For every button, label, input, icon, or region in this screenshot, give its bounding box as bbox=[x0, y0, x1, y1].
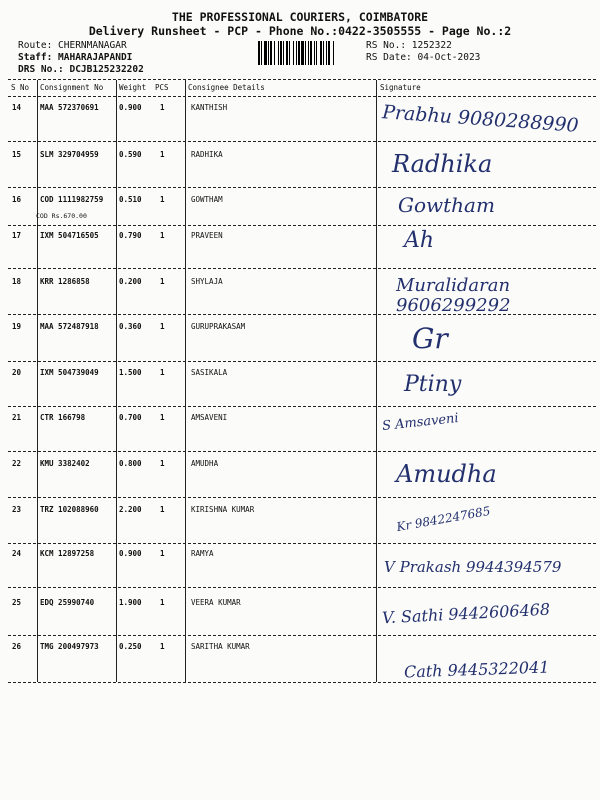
row-consignee: SHYLAJA bbox=[191, 277, 223, 286]
col-divider bbox=[185, 80, 186, 682]
col-divider bbox=[37, 80, 38, 682]
row-signature: Ah bbox=[404, 228, 435, 253]
row-signature: Ptiny bbox=[404, 372, 462, 397]
row-consignment: KRR 1286858 bbox=[40, 277, 90, 286]
row-sno: 24 bbox=[12, 549, 22, 558]
row-rule bbox=[8, 635, 596, 636]
barcode-bar bbox=[334, 41, 335, 65]
row-consignee: KIRISHNA KUMAR bbox=[191, 505, 255, 514]
row-weight: 0.510 bbox=[119, 195, 142, 204]
row-consignee: KANTHISH bbox=[191, 103, 228, 112]
row-signature: Radhika bbox=[392, 150, 493, 178]
row-consignment: EDQ 25990740 bbox=[40, 598, 95, 607]
row-sno: 16 bbox=[12, 195, 22, 204]
rs-number: RS No.: 1252322 bbox=[366, 40, 452, 51]
row-signature: Amudha bbox=[396, 460, 497, 488]
row-signature: V. Sathi 9442606468 bbox=[381, 599, 551, 628]
row-consignment: COD 1111982759 bbox=[40, 195, 104, 204]
row-consignment: TMG 200497973 bbox=[40, 642, 99, 651]
col-weight-header: Weight bbox=[119, 83, 147, 92]
drs-number: DRS No.: DCJB125232202 bbox=[18, 64, 144, 75]
table-bottom-rule bbox=[8, 682, 596, 683]
row-pcs: 1 bbox=[160, 459, 165, 468]
row-rule bbox=[8, 361, 596, 362]
row-pcs: 1 bbox=[160, 277, 165, 286]
row-pcs: 1 bbox=[160, 413, 165, 422]
row-rule bbox=[8, 497, 596, 498]
row-weight: 2.200 bbox=[119, 505, 142, 514]
row-sno: 17 bbox=[12, 231, 22, 240]
row-pcs: 1 bbox=[160, 549, 165, 558]
row-sno: 21 bbox=[12, 413, 22, 422]
row-sno: 26 bbox=[12, 642, 22, 651]
col-pcs-header: PCS bbox=[155, 83, 169, 92]
row-consignment: SLM 329704959 bbox=[40, 150, 99, 159]
row-rule bbox=[8, 543, 596, 544]
row-sno: 18 bbox=[12, 277, 22, 286]
row-rule bbox=[8, 268, 596, 269]
barcode bbox=[258, 41, 360, 65]
row-signature: S Amsaveni bbox=[381, 411, 460, 434]
row-rule bbox=[8, 187, 596, 188]
row-weight: 0.360 bbox=[119, 322, 142, 331]
row-sno: 25 bbox=[12, 598, 22, 607]
col-divider bbox=[116, 80, 117, 682]
row-weight: 0.900 bbox=[119, 549, 142, 558]
col-consignee-header: Consignee Details bbox=[188, 83, 265, 92]
row-pcs: 1 bbox=[160, 505, 165, 514]
row-weight: 0.790 bbox=[119, 231, 142, 240]
row-rule bbox=[8, 451, 596, 452]
row-rule bbox=[8, 141, 596, 142]
row-sno: 15 bbox=[12, 150, 22, 159]
row-consignee: SASIKALA bbox=[191, 368, 228, 377]
row-weight: 0.200 bbox=[119, 277, 142, 286]
row-signature: Cath 9445322041 bbox=[403, 657, 550, 682]
table-top-rule bbox=[8, 79, 596, 80]
row-sno: 14 bbox=[12, 103, 22, 112]
row-pcs: 1 bbox=[160, 368, 165, 377]
row-signature: Muralidaran 9606299292 bbox=[396, 275, 511, 316]
row-signature: Prabhu 9080288990 bbox=[381, 101, 580, 137]
row-consignment: KCM 12897258 bbox=[40, 549, 95, 558]
row-weight: 0.250 bbox=[119, 642, 142, 651]
col-sno-header: S No bbox=[11, 83, 30, 92]
row-consignee: AMUDHA bbox=[191, 459, 219, 468]
row-sno: 23 bbox=[12, 505, 22, 514]
row-signature: Kr 9842247685 bbox=[395, 503, 492, 535]
row-consignment: MAA 572370691 bbox=[40, 103, 99, 112]
row-rule bbox=[8, 314, 596, 315]
col-consignment-header: Consignment No bbox=[40, 83, 104, 92]
row-rule bbox=[8, 587, 596, 588]
row-weight: 0.900 bbox=[119, 103, 142, 112]
row-sno: 19 bbox=[12, 322, 22, 331]
row-consignee: GURUPRAKASAM bbox=[191, 322, 246, 331]
row-consignee: RAMYA bbox=[191, 549, 214, 558]
cod-amount: COD Rs.670.00 bbox=[36, 212, 87, 220]
row-signature: Gr bbox=[412, 322, 448, 355]
col-signature-header: Signature bbox=[380, 83, 421, 92]
row-pcs: 1 bbox=[160, 231, 165, 240]
row-consignee: RADHIKA bbox=[191, 150, 223, 159]
row-signature: Gowtham bbox=[398, 193, 495, 217]
row-consignment: CTR 166798 bbox=[40, 413, 86, 422]
row-consignment: MAA 572487918 bbox=[40, 322, 99, 331]
rs-date: RS Date: 04-Oct-2023 bbox=[366, 52, 481, 63]
row-consignee: GOWTHAM bbox=[191, 195, 223, 204]
row-consignment: TRZ 102088960 bbox=[40, 505, 99, 514]
runsheet-subtitle: Delivery Runsheet - PCP - Phone No.:0422-3505555 - Page No.:2 bbox=[88, 24, 512, 38]
row-consignment: IXM 504739049 bbox=[40, 368, 99, 377]
row-consignee: VEERA KUMAR bbox=[191, 598, 241, 607]
row-consignment: KMU 3382402 bbox=[40, 459, 90, 468]
staff-label: Staff: MAHARAJAPANDI bbox=[18, 52, 133, 63]
row-signature: V Prakash 9944394579 bbox=[384, 558, 562, 576]
row-weight: 0.590 bbox=[119, 150, 142, 159]
row-pcs: 1 bbox=[160, 195, 165, 204]
row-weight: 0.700 bbox=[119, 413, 142, 422]
row-pcs: 1 bbox=[160, 103, 165, 112]
document-title: THE PROFESSIONAL COURIERS, COIMBATORE bbox=[171, 10, 429, 24]
row-pcs: 1 bbox=[160, 642, 165, 651]
row-consignee: AMSAVENI bbox=[191, 413, 228, 422]
row-sno: 22 bbox=[12, 459, 22, 468]
row-pcs: 1 bbox=[160, 322, 165, 331]
row-weight: 0.800 bbox=[119, 459, 142, 468]
row-consignee: SARITHA KUMAR bbox=[191, 642, 250, 651]
row-rule bbox=[8, 225, 596, 226]
row-sno: 20 bbox=[12, 368, 22, 377]
row-consignee: PRAVEEN bbox=[191, 231, 223, 240]
col-divider bbox=[376, 80, 377, 682]
row-pcs: 1 bbox=[160, 150, 165, 159]
route-label: Route: CHERNMANAGAR bbox=[18, 40, 127, 51]
table-header-rule bbox=[8, 96, 596, 97]
row-weight: 1.500 bbox=[119, 368, 142, 377]
row-consignment: IXM 504716505 bbox=[40, 231, 99, 240]
row-weight: 1.900 bbox=[119, 598, 142, 607]
row-rule bbox=[8, 406, 596, 407]
row-pcs: 1 bbox=[160, 598, 165, 607]
